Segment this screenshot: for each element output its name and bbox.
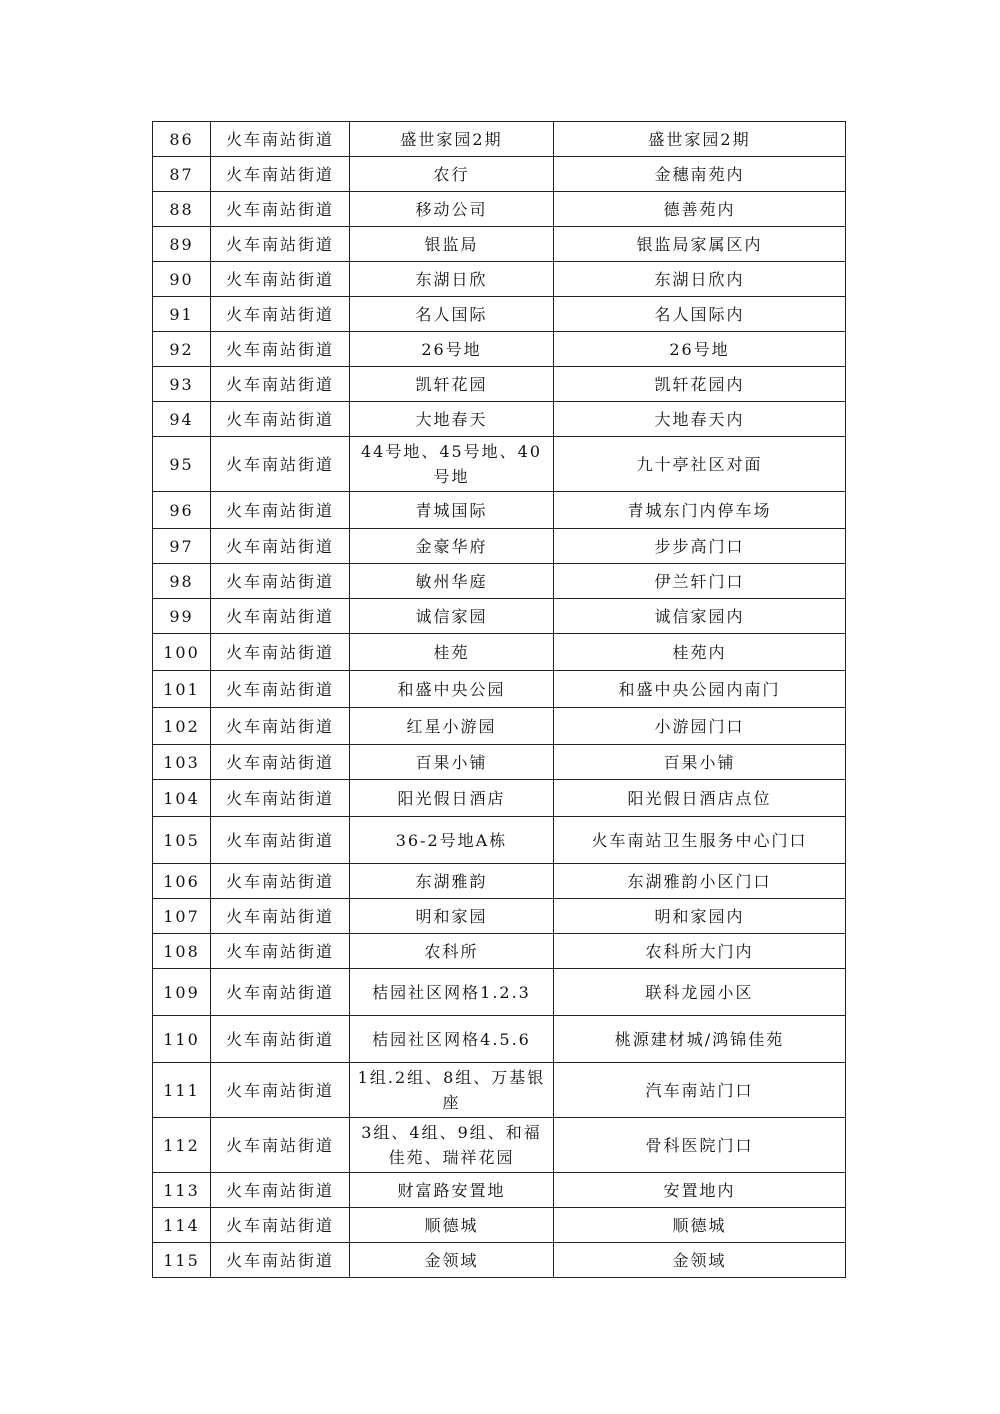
site-location: 26号地	[554, 332, 846, 367]
table-row	[153, 262, 846, 297]
site-location: 汽车南站门口	[554, 1063, 846, 1118]
street-name: 火车南站街道	[211, 969, 350, 1016]
street-name: 火车南站街道	[211, 564, 350, 599]
site-name: 百果小铺	[350, 745, 554, 780]
street-name: 火车南站街道	[211, 780, 350, 817]
site-location: 九十亭社区对面	[554, 437, 846, 492]
street-name: 火车南站街道	[211, 1173, 350, 1208]
site-name: 顺德城	[350, 1208, 554, 1243]
table-row	[153, 1208, 846, 1243]
site-name: 农行	[350, 157, 554, 192]
row-number: 102	[153, 708, 211, 745]
street-name: 火车南站街道	[211, 402, 350, 437]
site-name: 桂苑	[350, 634, 554, 671]
site-name: 盛世家园2期	[350, 122, 554, 157]
row-number: 105	[153, 817, 211, 864]
row-number: 103	[153, 745, 211, 780]
site-name: 大地春天	[350, 402, 554, 437]
street-name: 火车南站街道	[211, 708, 350, 745]
site-name: 东湖日欣	[350, 262, 554, 297]
table-row	[153, 864, 846, 899]
street-name: 火车南站街道	[211, 157, 350, 192]
site-location: 顺德城	[554, 1208, 846, 1243]
table-row	[153, 1118, 846, 1173]
site-location: 诚信家园内	[554, 599, 846, 634]
site-name: 3组、4组、9组、和福佳苑、瑞祥花园	[350, 1118, 554, 1173]
site-location: 青城东门内停车场	[554, 492, 846, 529]
row-number: 112	[153, 1118, 211, 1173]
table-row	[153, 529, 846, 564]
street-name: 火车南站街道	[211, 529, 350, 564]
site-location: 骨科医院门口	[554, 1118, 846, 1173]
row-number: 115	[153, 1243, 211, 1278]
table-row	[153, 192, 846, 227]
table-row	[153, 332, 846, 367]
table-row	[153, 817, 846, 864]
site-location: 桃源建材城/鸿锦佳苑	[554, 1016, 846, 1063]
street-name: 火车南站街道	[211, 367, 350, 402]
table-row	[153, 297, 846, 332]
site-location: 东湖日欣内	[554, 262, 846, 297]
table-row	[153, 634, 846, 671]
street-name: 火车南站街道	[211, 122, 350, 157]
row-number: 94	[153, 402, 211, 437]
table-row	[153, 899, 846, 934]
table-row	[153, 671, 846, 708]
table-row	[153, 969, 846, 1016]
table-row	[153, 1243, 846, 1278]
street-name: 火车南站街道	[211, 1243, 350, 1278]
table-row	[153, 708, 846, 745]
site-name: 移动公司	[350, 192, 554, 227]
row-number: 108	[153, 934, 211, 969]
site-name: 桔园社区网格1.2.3	[350, 969, 554, 1016]
site-location: 东湖雅韵小区门口	[554, 864, 846, 899]
site-location: 伊兰轩门口	[554, 564, 846, 599]
row-number: 88	[153, 192, 211, 227]
row-number: 90	[153, 262, 211, 297]
row-number: 107	[153, 899, 211, 934]
table-row	[153, 1016, 846, 1063]
row-number: 99	[153, 599, 211, 634]
site-location: 阳光假日酒店点位	[554, 780, 846, 817]
row-number: 98	[153, 564, 211, 599]
site-location: 德善苑内	[554, 192, 846, 227]
street-name: 火车南站街道	[211, 297, 350, 332]
table-row	[153, 780, 846, 817]
street-name: 火车南站街道	[211, 745, 350, 780]
street-name: 火车南站街道	[211, 1016, 350, 1063]
site-name: 和盛中央公园	[350, 671, 554, 708]
row-number: 97	[153, 529, 211, 564]
street-name: 火车南站街道	[211, 262, 350, 297]
site-location: 步步高门口	[554, 529, 846, 564]
street-name: 火车南站街道	[211, 1063, 350, 1118]
street-name: 火车南站街道	[211, 817, 350, 864]
site-name: 44号地、45号地、40号地	[350, 437, 554, 492]
row-number: 110	[153, 1016, 211, 1063]
table-row	[153, 227, 846, 262]
table-row	[153, 122, 846, 157]
site-location: 安置地内	[554, 1173, 846, 1208]
row-number: 106	[153, 864, 211, 899]
site-location: 和盛中央公园内南门	[554, 671, 846, 708]
location-table	[152, 121, 846, 1278]
site-name: 财富路安置地	[350, 1173, 554, 1208]
site-location: 大地春天内	[554, 402, 846, 437]
site-name: 银监局	[350, 227, 554, 262]
site-name: 36-2号地A栋	[350, 817, 554, 864]
row-number: 109	[153, 969, 211, 1016]
street-name: 火车南站街道	[211, 634, 350, 671]
table-row	[153, 1063, 846, 1118]
site-location: 银监局家属区内	[554, 227, 846, 262]
street-name: 火车南站街道	[211, 227, 350, 262]
site-name: 凯轩花园	[350, 367, 554, 402]
street-name: 火车南站街道	[211, 192, 350, 227]
row-number: 101	[153, 671, 211, 708]
street-name: 火车南站街道	[211, 492, 350, 529]
table-row	[153, 437, 846, 492]
site-location: 金穗南苑内	[554, 157, 846, 192]
site-name: 阳光假日酒店	[350, 780, 554, 817]
site-name: 青城国际	[350, 492, 554, 529]
site-name: 金豪华府	[350, 529, 554, 564]
street-name: 火车南站街道	[211, 899, 350, 934]
site-location: 凯轩花园内	[554, 367, 846, 402]
site-location: 百果小铺	[554, 745, 846, 780]
site-name: 红星小游园	[350, 708, 554, 745]
table-row	[153, 492, 846, 529]
row-number: 111	[153, 1063, 211, 1118]
site-name: 名人国际	[350, 297, 554, 332]
site-location: 金领域	[554, 1243, 846, 1278]
site-name: 农科所	[350, 934, 554, 969]
site-name: 诚信家园	[350, 599, 554, 634]
table-row	[153, 367, 846, 402]
street-name: 火车南站街道	[211, 671, 350, 708]
table-row	[153, 599, 846, 634]
row-number: 92	[153, 332, 211, 367]
row-number: 89	[153, 227, 211, 262]
row-number: 114	[153, 1208, 211, 1243]
table-row	[153, 402, 846, 437]
street-name: 火车南站街道	[211, 332, 350, 367]
site-name: 敏州华庭	[350, 564, 554, 599]
site-name: 桔园社区网格4.5.6	[350, 1016, 554, 1063]
row-number: 87	[153, 157, 211, 192]
site-location: 小游园门口	[554, 708, 846, 745]
row-number: 93	[153, 367, 211, 402]
row-number: 91	[153, 297, 211, 332]
site-location: 联科龙园小区	[554, 969, 846, 1016]
site-name: 26号地	[350, 332, 554, 367]
site-name: 金领域	[350, 1243, 554, 1278]
site-name: 明和家园	[350, 899, 554, 934]
table-row	[153, 934, 846, 969]
row-number: 96	[153, 492, 211, 529]
row-number: 95	[153, 437, 211, 492]
table-row	[153, 1173, 846, 1208]
row-number: 113	[153, 1173, 211, 1208]
site-location: 桂苑内	[554, 634, 846, 671]
table-row	[153, 157, 846, 192]
street-name: 火车南站街道	[211, 437, 350, 492]
row-number: 104	[153, 780, 211, 817]
site-location: 火车南站卫生服务中心门口	[554, 817, 846, 864]
street-name: 火车南站街道	[211, 1208, 350, 1243]
street-name: 火车南站街道	[211, 599, 350, 634]
site-location: 明和家园内	[554, 899, 846, 934]
street-name: 火车南站街道	[211, 934, 350, 969]
site-name: 1组.2组、8组、万基银座	[350, 1063, 554, 1118]
street-name: 火车南站街道	[211, 864, 350, 899]
site-location: 盛世家园2期	[554, 122, 846, 157]
street-name: 火车南站街道	[211, 1118, 350, 1173]
site-location: 农科所大门内	[554, 934, 846, 969]
site-name: 东湖雅韵	[350, 864, 554, 899]
table-row	[153, 745, 846, 780]
row-number: 100	[153, 634, 211, 671]
table-row	[153, 564, 846, 599]
site-location: 名人国际内	[554, 297, 846, 332]
row-number: 86	[153, 122, 211, 157]
